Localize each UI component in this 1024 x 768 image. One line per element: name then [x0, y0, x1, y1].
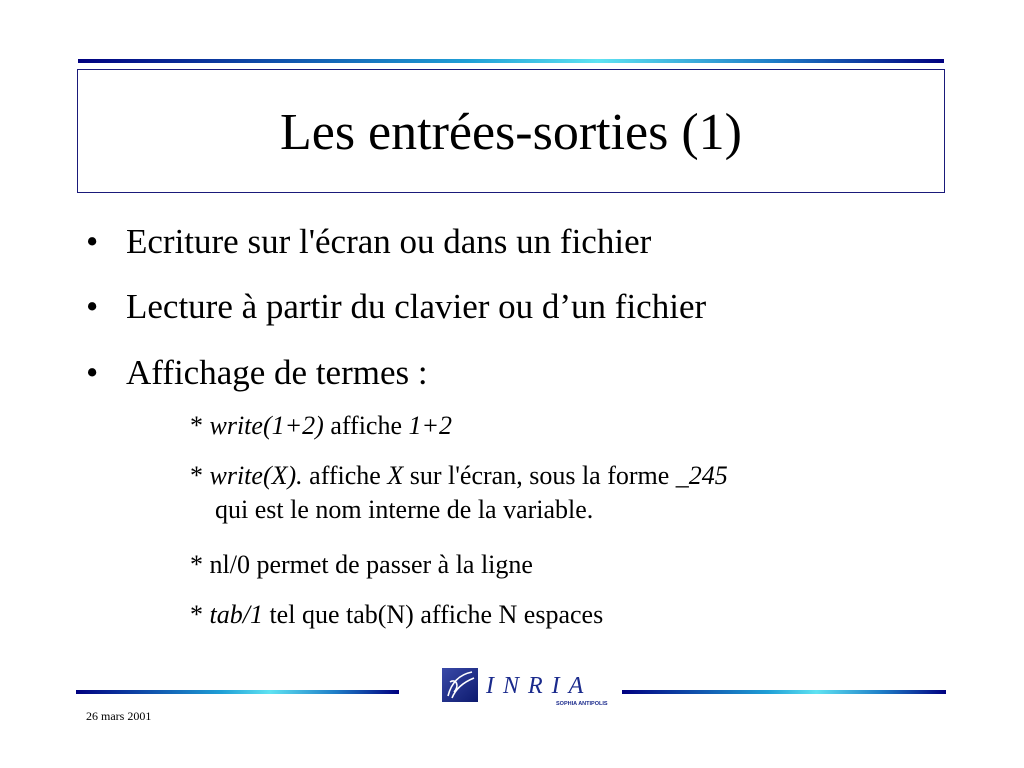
- title-box: [77, 69, 945, 193]
- sub-text: sur l'écran, sous la forme: [403, 461, 676, 490]
- code-text: write(X).: [209, 461, 303, 490]
- bullet-item: [86, 353, 428, 393]
- sub-text: affiche: [302, 461, 388, 490]
- sub-text: affiche: [323, 411, 409, 440]
- footer-date: 26 mars 2001: [86, 709, 152, 723]
- bottom-divider-left: [76, 690, 399, 694]
- bullet-item: [86, 287, 706, 327]
- sub-star: *: [190, 461, 210, 490]
- bottom-divider-right: [622, 690, 946, 694]
- bullet-marker: •: [86, 222, 99, 261]
- bullet-text: Ecriture sur l'écran ou dans un fichier: [126, 222, 652, 261]
- bullet-marker: •: [86, 287, 99, 326]
- bullet-item: [86, 222, 651, 262]
- bullet-marker: •: [86, 353, 99, 392]
- code-text: 1+2: [408, 411, 453, 440]
- code-text: tab/1: [209, 600, 263, 629]
- sub-star: *: [190, 411, 210, 440]
- inria-logo: [440, 662, 610, 712]
- sub-text: * nl/0 permet de passer à la ligne: [190, 550, 533, 579]
- sub-text: tel que tab(N) affiche N espaces: [262, 600, 604, 629]
- sub-item-write-sum: [190, 409, 452, 443]
- sub-item-nl: [190, 548, 533, 582]
- bullet-text: Lecture à partir du clavier ou d’un fichier: [126, 287, 707, 326]
- sub-star: *: [190, 600, 210, 629]
- slide-title: Les entrées-sorties (1): [279, 104, 743, 161]
- code-text: _245: [675, 461, 728, 490]
- code-text: write(1+2): [209, 411, 324, 440]
- sub-continuation: qui est le nom interne de la variable.: [215, 495, 594, 524]
- top-divider: [78, 59, 944, 63]
- logo-subtext: SOPHIA ANTIPOLIS: [556, 701, 608, 707]
- code-text: X: [387, 461, 404, 490]
- bullet-text: Affichage de termes :: [126, 353, 428, 392]
- logo-text: INRIA: [486, 673, 593, 699]
- sub-item-tab: [190, 598, 603, 632]
- sub-item-write-var: [190, 459, 728, 527]
